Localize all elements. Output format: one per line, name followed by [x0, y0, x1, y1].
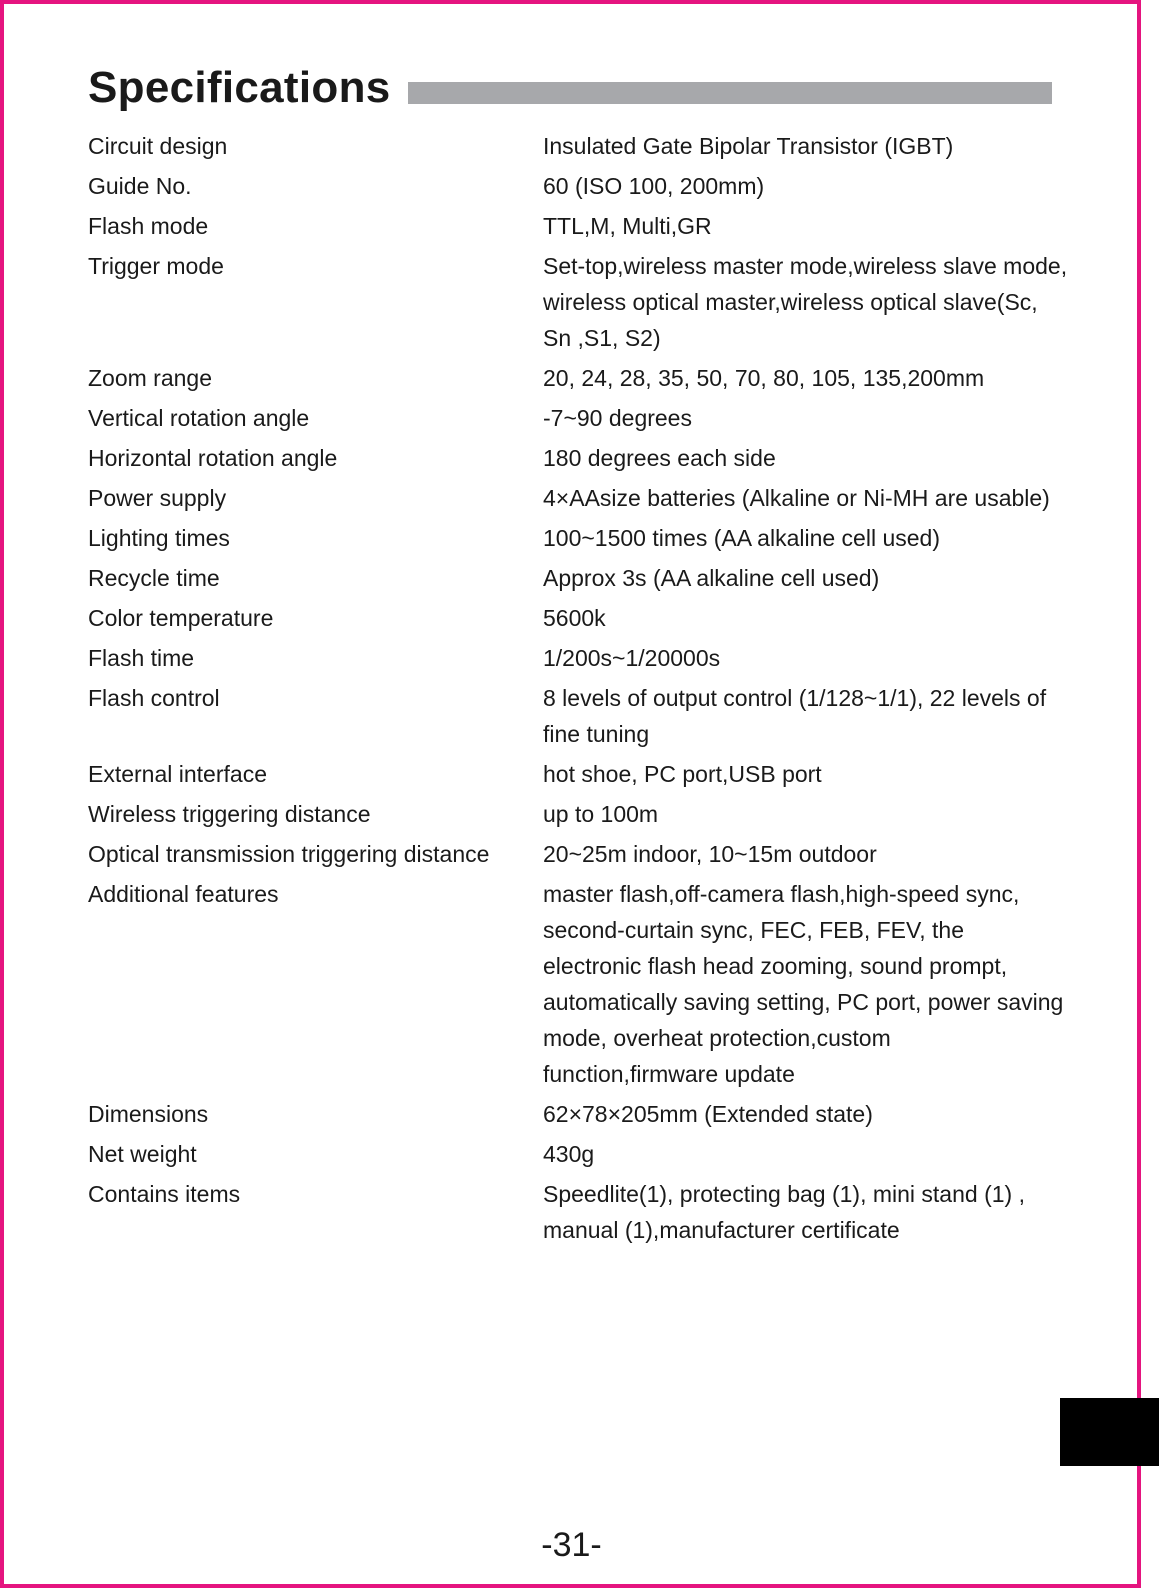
spec-value: 62×78×205mm (Extended state) [543, 1101, 873, 1127]
spec-value: 5600k [543, 605, 606, 631]
spec-label: Trigger mode [88, 253, 224, 279]
spec-row [88, 400, 1068, 436]
spec-label: Zoom range [88, 365, 213, 391]
spec-label: Recycle time [88, 565, 220, 591]
spec-row [88, 168, 1068, 204]
spec-row [88, 1176, 1068, 1248]
section-tab-marker [1060, 1398, 1159, 1466]
title-decorative-bar [408, 82, 1052, 104]
spec-value: 180 degrees each side [543, 445, 776, 471]
spec-row [88, 360, 1068, 396]
spec-row [88, 440, 1068, 476]
page-number: -31- [541, 1526, 602, 1564]
spec-row [88, 560, 1068, 596]
spec-row [88, 836, 1068, 872]
spec-label: Contains items [88, 1181, 241, 1207]
spec-label: Flash time [88, 645, 195, 671]
spec-label: Color temperature [88, 605, 274, 631]
spec-label: Guide No. [88, 173, 192, 199]
spec-row [88, 876, 1068, 1092]
spec-value: Insulated Gate Bipolar Transistor (IGBT) [543, 133, 954, 159]
spec-label: Wireless triggering distance [88, 801, 371, 827]
spec-value: 8 levels of output control (1/128~1/1), 22 levels of fine tuning [543, 685, 1047, 747]
spec-row [88, 640, 1068, 676]
spec-value: 4×AAsize batteries (Alkaline or Ni-MH are usable) [543, 485, 1050, 511]
spec-row [88, 1096, 1068, 1132]
spec-row [88, 128, 1068, 164]
spec-row [88, 248, 1068, 356]
spec-value: -7~90 degrees [543, 405, 692, 431]
spec-row [88, 520, 1068, 556]
spec-value: master flash,off-camera flash,high-speed sync, second-curtain sync, FEC, FEB, FEV, the electronic flash head zooming, sound prompt, automatically saving setting, PC port, power saving mode, overheat protection,custom function,firmware update [543, 881, 1064, 1087]
spec-label: Horizontal rotation angle [88, 445, 338, 471]
spec-value: up to 100m [543, 801, 659, 827]
spec-label: External interface [88, 761, 267, 787]
spec-label: Power supply [88, 485, 227, 511]
spec-value: 20~25m indoor, 10~15m outdoor [543, 841, 877, 867]
spec-label: Lighting times [88, 525, 230, 551]
spec-row [88, 756, 1068, 792]
spec-value: 430g [543, 1141, 595, 1167]
spec-value: Set-top,wireless master mode,wireless slave mode, wireless optical master,wireless optical slave(Sc, Sn ,S1, S2) [543, 253, 1068, 351]
spec-value: Approx 3s (AA alkaline cell used) [543, 565, 880, 591]
spec-label: Dimensions [88, 1101, 209, 1127]
spec-value: 100~1500 times (AA alkaline cell used) [543, 525, 940, 551]
spec-row [88, 480, 1068, 516]
spec-value: Speedlite(1), protecting bag (1), mini stand (1) , manual (1),manufacturer certificate [543, 1181, 1025, 1243]
spec-label: Optical transmission triggering distance [88, 841, 490, 867]
spec-value: hot shoe, PC port,USB port [543, 761, 822, 787]
spec-value: 60 (ISO 100, 200mm) [543, 173, 765, 199]
spec-row [88, 1136, 1068, 1172]
specifications-table [88, 128, 1068, 1252]
spec-label: Circuit design [88, 133, 228, 159]
spec-value: TTL,M, Multi,GR [543, 213, 712, 239]
spec-row [88, 796, 1068, 832]
spec-label: Flash control [88, 685, 220, 711]
spec-label: Net weight [88, 1141, 197, 1167]
spec-row [88, 600, 1068, 636]
spec-label: Flash mode [88, 213, 209, 239]
title-row [88, 62, 1052, 114]
spec-row [88, 680, 1068, 752]
spec-value: 1/200s~1/20000s [543, 645, 721, 671]
spec-label: Additional features [88, 881, 279, 907]
spec-row [88, 208, 1068, 244]
spec-label: Vertical rotation angle [88, 405, 310, 431]
page-title: Specifications [88, 63, 391, 112]
spec-value: 20, 24, 28, 35, 50, 70, 80, 105, 135,200mm [543, 365, 985, 391]
